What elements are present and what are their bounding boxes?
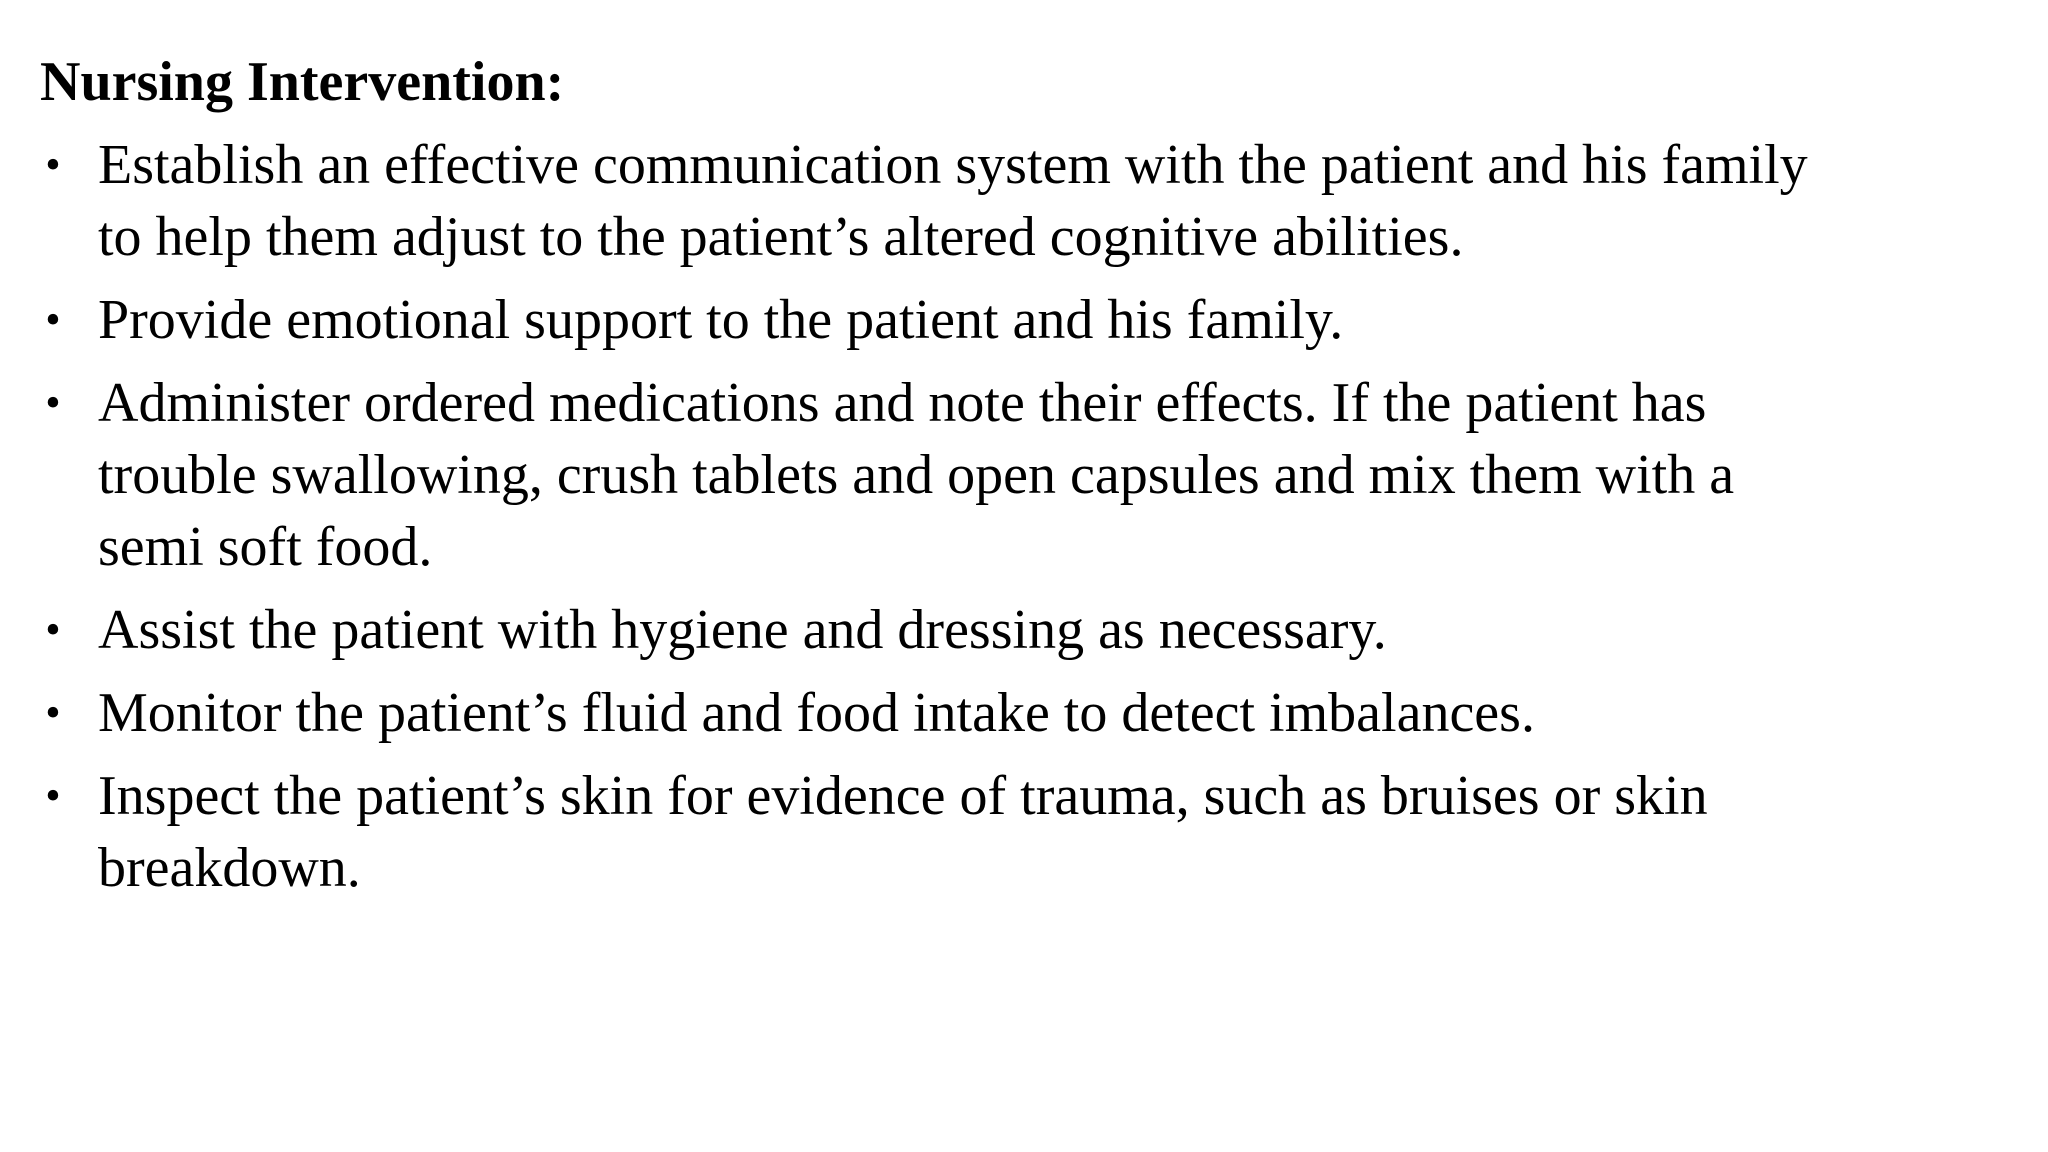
bullet-line: semi soft food.	[98, 516, 433, 578]
bullet-icon: •	[45, 378, 61, 427]
bullet-line: to help them adjust to the patient’s altered cognitive abilities.	[98, 206, 1464, 268]
bullet-item-skin-inspection	[0, 760, 2000, 904]
bullet-line: Administer ordered medications and note their effects. If the patient has	[98, 372, 1707, 434]
bullet-icon: •	[45, 605, 61, 654]
bullet-line: trouble swallowing, crush tablets and open capsules and mix them with a	[98, 444, 1735, 506]
bullet-line: Establish an effective communication system with the patient and his family	[98, 134, 1808, 196]
slide-heading: Nursing Intervention:	[40, 51, 565, 113]
bullet-icon: •	[45, 140, 61, 189]
bullet-line: Provide emotional support to the patient and his family.	[98, 289, 1344, 351]
bullet-line: Monitor the patient’s fluid and food intake to detect imbalances.	[98, 682, 1535, 744]
bullet-icon: •	[45, 688, 61, 737]
bullet-icon: •	[45, 771, 61, 820]
bullet-list	[0, 129, 2000, 915]
bullet-icon: •	[45, 295, 61, 344]
bullet-item-hygiene	[0, 594, 2000, 666]
bullet-item-communication	[0, 129, 2000, 273]
bullet-line: Inspect the patient’s skin for evidence of trauma, such as bruises or skin	[98, 765, 1708, 827]
bullet-item-emotional-support	[0, 284, 2000, 356]
bullet-line: Assist the patient with hygiene and dressing as necessary.	[98, 599, 1387, 661]
bullet-item-fluid-intake	[0, 677, 2000, 749]
bullet-item-medications	[0, 367, 2000, 583]
bullet-line: breakdown.	[98, 837, 361, 899]
